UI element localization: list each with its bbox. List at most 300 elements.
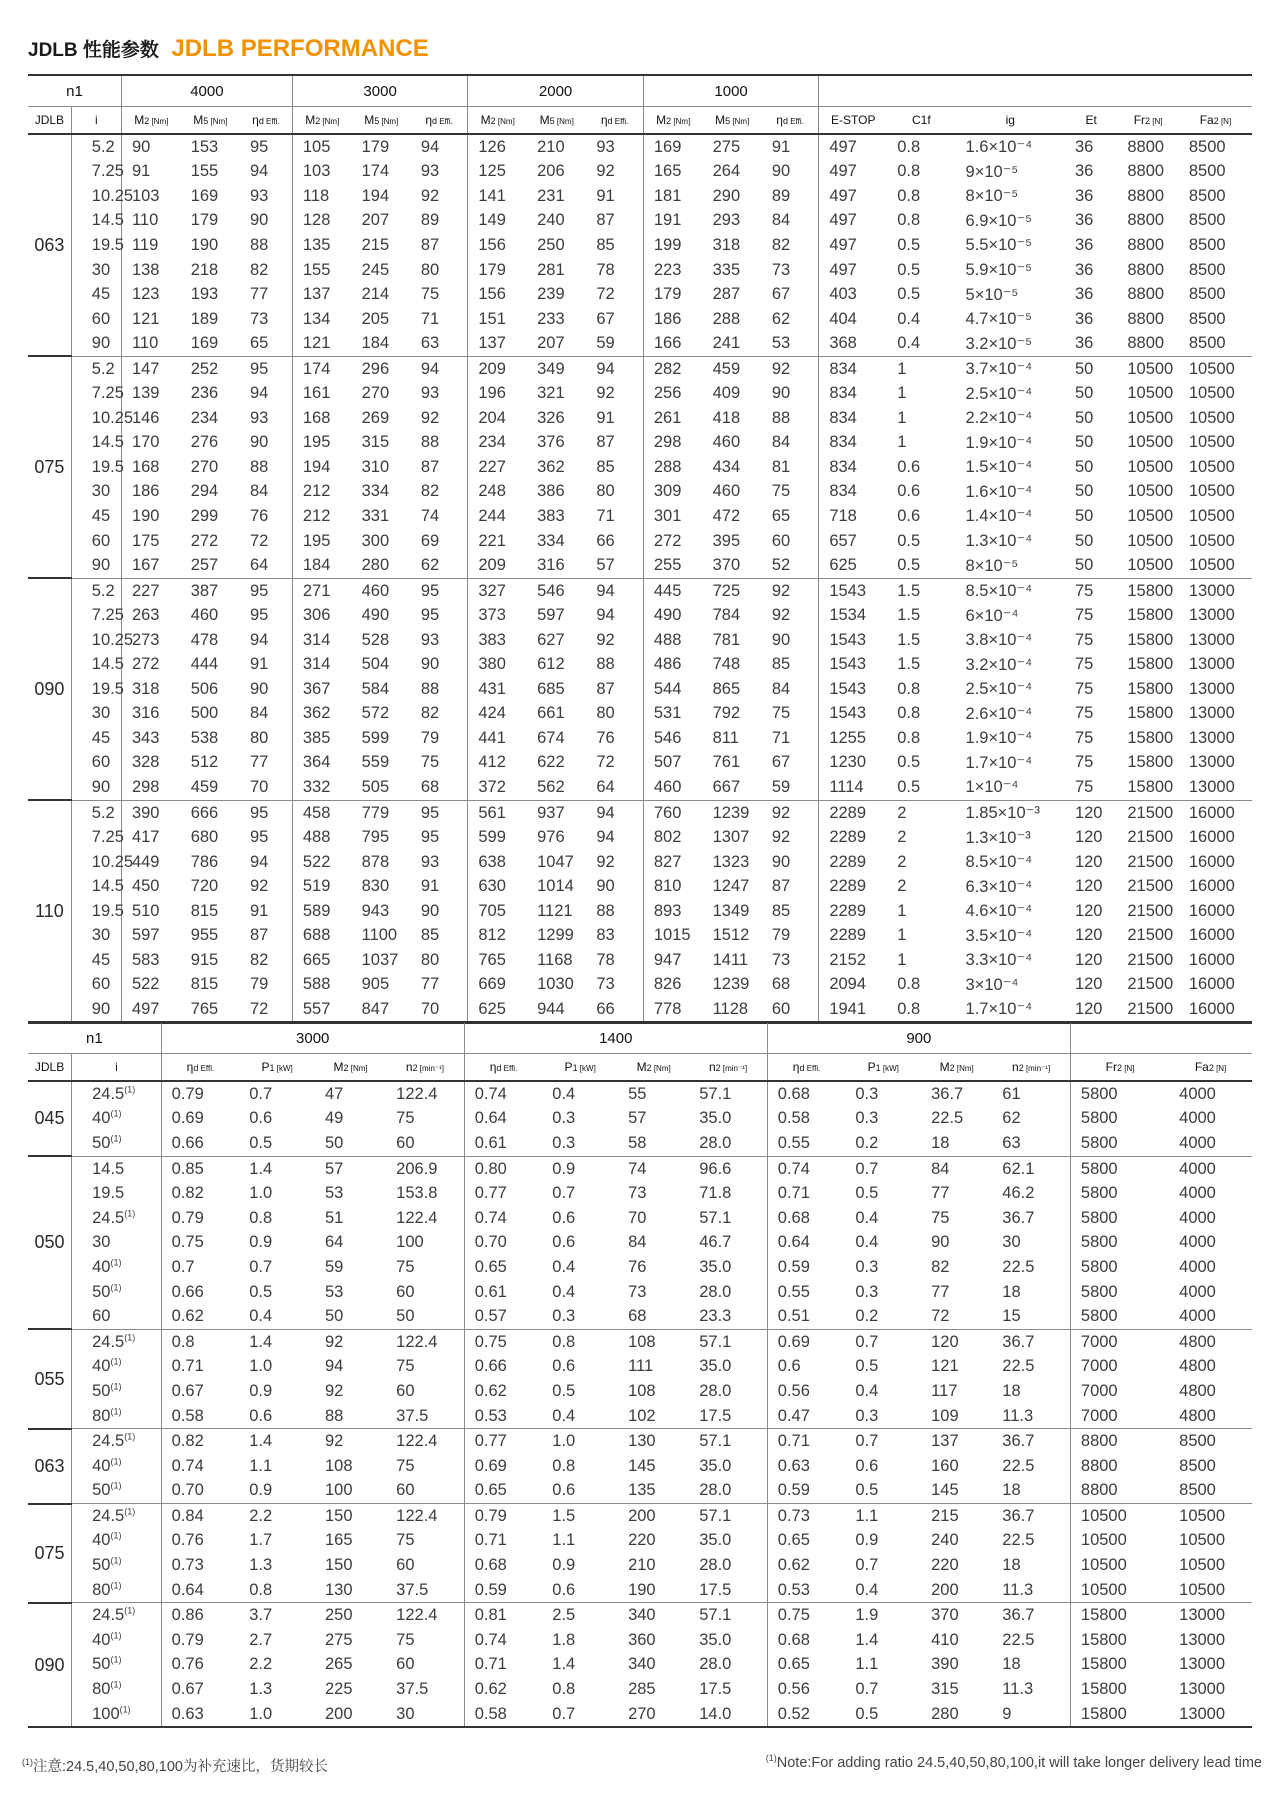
value-cell: 167	[131, 556, 160, 575]
value-cell: 0.68	[777, 1630, 810, 1649]
table-row	[28, 1404, 1252, 1429]
value-cell: 0.74	[767, 1156, 845, 1181]
value-cell: 0.70	[474, 1233, 507, 1252]
value-cell: 220	[931, 1556, 959, 1575]
table-row	[28, 1156, 1252, 1181]
value-cell: 1030	[537, 975, 574, 994]
value-cell: 0.71	[171, 1357, 204, 1376]
value-cell: 84	[762, 209, 819, 234]
ratio-value: 7.25	[91, 162, 124, 181]
value-cell: 334	[537, 531, 565, 550]
value-cell: 280	[921, 1702, 992, 1728]
value-cell: 28.0	[689, 1653, 767, 1678]
value-cell: 10500	[1188, 531, 1235, 550]
value-cell: 625	[829, 556, 857, 575]
value-cell: 584	[361, 679, 390, 698]
table1-speed-header: 2000	[468, 75, 643, 107]
value-cell: 0.59	[474, 1580, 507, 1599]
value-cell: 36.7	[921, 1081, 992, 1107]
value-cell: 21500	[1127, 828, 1174, 847]
value-cell: 64	[325, 1233, 344, 1252]
value-cell: 0.6	[552, 1233, 576, 1252]
value-cell: 434	[712, 457, 741, 476]
value-cell: 13000	[1169, 1702, 1252, 1728]
value-cell: 82	[240, 258, 292, 283]
value-cell: 221	[478, 531, 506, 550]
value-cell: 500	[190, 704, 219, 723]
value-cell: 196	[478, 384, 506, 403]
value-cell: 0.5	[855, 1481, 879, 1500]
value-cell: 80	[411, 258, 468, 283]
value-cell: 490	[653, 606, 682, 625]
ratio-value: 45	[91, 728, 111, 747]
value-cell: 4000	[1179, 1282, 1216, 1301]
value-cell: 865	[712, 679, 741, 698]
value-cell: 241	[712, 334, 741, 353]
value-cell: 10500	[1080, 1580, 1127, 1599]
value-cell: 248	[478, 482, 506, 501]
value-cell: 174	[361, 162, 390, 181]
column-header-symbol: η	[252, 113, 259, 127]
ratio-footnote-marker: (1)	[110, 1282, 122, 1293]
table2-n1-label: n1	[28, 1022, 161, 1054]
value-cell: 0.8	[887, 997, 955, 1023]
column-header-unit: [Nm]	[554, 117, 574, 126]
column-header-symbol: n	[405, 1060, 413, 1074]
value-cell: 55	[618, 1081, 689, 1107]
ratio-cell	[72, 1156, 162, 1181]
value-cell: 761	[712, 753, 741, 772]
value-cell: 546	[527, 578, 586, 603]
ratio-cell	[71, 431, 124, 456]
value-cell: 256	[653, 384, 682, 403]
value-cell: 0.6	[897, 457, 921, 476]
value-cell: 2.7	[249, 1630, 273, 1649]
value-cell: 13000	[1188, 704, 1235, 723]
value-cell: 1	[897, 926, 907, 945]
value-cell: 9	[992, 1702, 1070, 1728]
value-cell: 665	[302, 950, 331, 969]
value-cell: 123	[131, 285, 160, 304]
value-cell: 36	[1074, 334, 1094, 353]
value-cell: 36.7	[992, 1206, 1070, 1231]
value-cell: 21500	[1127, 926, 1174, 945]
value-cell: 261	[653, 408, 682, 427]
value-cell: 0.3	[855, 1406, 879, 1425]
value-cell: 1015	[653, 926, 691, 945]
value-cell: 2.5×10⁻⁴	[965, 384, 1033, 403]
ratio-value: 60	[91, 975, 111, 994]
ratio-cell	[71, 529, 121, 554]
value-cell: 294	[190, 482, 219, 501]
column-header-symbol: Fr	[1133, 113, 1146, 127]
column-header	[240, 107, 292, 135]
ratio-cell	[72, 1628, 162, 1653]
table-row	[28, 1280, 1252, 1305]
value-cell: 74	[411, 504, 468, 529]
value-cell: 779	[352, 800, 411, 825]
value-cell: 72	[240, 529, 292, 554]
column-header-subscript: d	[258, 116, 264, 126]
value-cell: 271	[292, 578, 351, 603]
value-cell: 458	[292, 800, 351, 825]
value-cell: 290	[712, 186, 741, 205]
ratio-cell	[71, 726, 121, 751]
value-cell: 0.71	[767, 1429, 845, 1454]
value-cell: 75	[386, 1255, 464, 1280]
column-header-symbol: ig	[1005, 113, 1015, 127]
value-cell: 0.73	[171, 1556, 204, 1575]
value-cell: 35.0	[689, 1355, 767, 1380]
value-cell: 748	[712, 655, 741, 674]
value-cell: 204	[478, 408, 506, 427]
value-cell: 1512	[712, 926, 750, 945]
ratio-footnote-marker: (1)	[110, 1580, 122, 1591]
value-cell: 22.5	[992, 1454, 1070, 1479]
value-cell: 92	[762, 603, 819, 628]
value-cell: 240	[931, 1531, 959, 1550]
value-cell: 165	[653, 162, 682, 181]
ratio-cell	[71, 677, 124, 702]
value-cell: 218	[190, 260, 219, 279]
value-cell: 0.53	[474, 1406, 507, 1425]
value-cell: 17.5	[689, 1404, 767, 1429]
value-cell: 88	[240, 233, 292, 258]
column-header-symbol: M	[134, 113, 145, 127]
value-cell: 53	[325, 1184, 344, 1203]
value-cell: 0.9	[249, 1481, 273, 1500]
value-cell: 0.63	[161, 1702, 239, 1728]
value-cell: 5.9×10⁻⁵	[965, 261, 1033, 279]
value-cell: 0.8	[552, 1680, 576, 1699]
ratio-footnote-marker: (1)	[110, 1133, 122, 1144]
column-header-subscript: 1	[875, 1063, 881, 1073]
value-cell: 227	[478, 457, 506, 476]
column-header-unit: [Nm]	[954, 1064, 974, 1073]
ratio-value: 50	[92, 1655, 111, 1674]
column-header-subscript: 2	[1116, 1063, 1122, 1073]
value-cell: 5800	[1070, 1081, 1169, 1107]
value-cell: 121	[931, 1357, 959, 1376]
column-header-unit: [kW]	[577, 1064, 596, 1073]
value-cell: 209	[478, 556, 506, 575]
value-cell: 0.56	[777, 1680, 810, 1699]
value-cell: 186	[131, 482, 160, 501]
value-cell: 0.7	[855, 1680, 879, 1699]
value-cell: 194	[302, 457, 331, 476]
value-cell: 1.4	[239, 1429, 315, 1454]
value-cell: 121	[302, 334, 331, 353]
column-header-unit: [kW]	[274, 1064, 293, 1073]
value-cell: 2289	[829, 901, 867, 920]
value-cell: 120	[1074, 926, 1103, 945]
footnote-marker: (1)	[765, 1753, 777, 1764]
value-cell: 120	[921, 1329, 992, 1354]
column-header	[542, 1054, 618, 1082]
value-cell: 395	[712, 531, 741, 550]
ratio-footnote-marker: (1)	[110, 1555, 122, 1566]
value-cell: 263	[131, 606, 160, 625]
ratio-value: 19.5	[91, 457, 124, 476]
value-cell: 72	[586, 282, 643, 307]
value-cell: 1299	[537, 926, 574, 945]
value-cell: 0.7	[845, 1429, 921, 1454]
value-cell: 35.0	[689, 1628, 767, 1653]
ratio-cell	[72, 1329, 162, 1354]
value-cell: 82	[762, 233, 819, 258]
value-cell: 0.77	[464, 1429, 542, 1454]
table-row	[28, 997, 1252, 1023]
value-cell: 4000	[1179, 1233, 1216, 1252]
performance-table-2	[28, 1021, 1252, 1728]
value-cell: 0.7	[239, 1081, 315, 1107]
value-cell: 120	[1074, 852, 1103, 871]
value-cell: 0.58	[171, 1406, 204, 1425]
value-cell: 150	[315, 1504, 386, 1529]
column-header	[1169, 1054, 1252, 1082]
value-cell: 1100	[361, 926, 398, 945]
value-cell: 52	[762, 553, 819, 578]
value-cell: 538	[190, 728, 219, 747]
value-cell: 7000	[1080, 1381, 1118, 1400]
value-cell: 390	[931, 1655, 959, 1674]
ratio-value: 14.5	[91, 655, 124, 674]
value-cell: 207	[361, 211, 390, 230]
ratio-value: 19.5	[92, 1184, 125, 1203]
value-cell: 1.9×10⁻⁴	[965, 433, 1033, 452]
value-cell: 0.8	[897, 975, 921, 994]
value-cell: 264	[712, 162, 741, 181]
table-row	[28, 800, 1252, 825]
value-cell: 275	[703, 134, 762, 160]
value-cell: 0.4	[855, 1233, 879, 1252]
value-cell: 190	[628, 1580, 656, 1599]
table-row	[28, 1653, 1252, 1678]
value-cell: 73	[628, 1184, 647, 1203]
value-cell: 10500	[1188, 556, 1235, 575]
ratio-cell	[71, 702, 121, 727]
value-cell: 2289	[829, 852, 867, 871]
column-header	[689, 1054, 767, 1082]
value-cell: 7000	[1080, 1406, 1118, 1425]
value-cell: 206.9	[386, 1156, 464, 1181]
value-cell: 8500	[1188, 334, 1226, 353]
table-row	[28, 677, 1252, 702]
table-row	[28, 233, 1252, 258]
value-cell: 199	[653, 235, 682, 254]
value-cell: 68	[628, 1307, 647, 1326]
ratio-value: 19.5	[91, 901, 124, 920]
value-cell: 417	[131, 828, 160, 847]
column-header-subscript: d	[193, 1063, 199, 1073]
value-cell: 834	[829, 384, 857, 403]
value-cell: 11.3	[992, 1677, 1070, 1702]
value-cell: 1047	[537, 852, 574, 871]
value-cell: 88	[586, 899, 643, 924]
table2-model-label: JDLB	[28, 1054, 72, 1082]
value-cell: 13000	[1188, 630, 1235, 649]
table1-column-header-row	[28, 107, 1252, 135]
ratio-cell	[71, 504, 121, 529]
value-cell: 88	[240, 455, 292, 480]
value-cell: 497	[829, 211, 857, 230]
value-cell: 92	[411, 406, 468, 431]
model-cell: 045	[28, 1081, 72, 1156]
value-cell: 488	[653, 630, 682, 649]
table-row	[28, 1454, 1252, 1479]
value-cell: 30	[386, 1702, 464, 1728]
value-cell: 0.2	[855, 1307, 879, 1326]
column-header-unit: [Nm]	[348, 1064, 368, 1073]
value-cell: 153.8	[386, 1181, 464, 1206]
value-cell: 460	[653, 777, 682, 796]
value-cell: 1543	[829, 655, 867, 674]
value-cell: 893	[653, 901, 682, 920]
value-cell: 13000	[1188, 655, 1235, 674]
value-cell: 212	[302, 506, 331, 525]
value-cell: 92	[586, 850, 643, 875]
value-cell: 252	[181, 356, 240, 381]
value-cell: 93	[240, 184, 292, 209]
value-cell: 0.75	[171, 1233, 204, 1252]
value-cell: 2289	[829, 877, 867, 896]
value-cell: 13000	[1179, 578, 1252, 603]
value-cell: 227	[121, 578, 180, 603]
value-cell: 270	[190, 457, 219, 476]
model-cell: 090	[28, 578, 71, 800]
value-cell: 410	[931, 1630, 959, 1649]
value-cell: 1.3×10⁻³	[965, 828, 1031, 847]
value-cell: 60	[386, 1653, 464, 1678]
value-cell: 60	[762, 529, 819, 554]
value-cell: 57	[315, 1156, 386, 1181]
value-cell: 71.8	[689, 1181, 767, 1206]
value-cell: 0.8	[161, 1329, 239, 1354]
value-cell: 0.62	[777, 1556, 810, 1575]
value-cell: 80	[586, 702, 643, 727]
value-cell: 16000	[1188, 926, 1235, 945]
value-cell: 110	[131, 211, 159, 230]
value-cell: 0.7	[542, 1702, 618, 1728]
value-cell: 8500	[1188, 285, 1226, 304]
value-cell: 109	[931, 1406, 959, 1425]
value-cell: 90	[762, 381, 819, 406]
value-cell: 22.5	[992, 1628, 1070, 1653]
value-cell: 92	[325, 1381, 344, 1400]
column-header-symbol: P	[867, 1060, 876, 1074]
value-cell: 0.79	[464, 1504, 542, 1529]
value-cell: 811	[712, 728, 739, 747]
value-cell: 1543	[819, 578, 887, 603]
column-header-symbol: M	[656, 113, 667, 127]
value-cell: 82	[931, 1257, 950, 1276]
value-cell: 0.66	[474, 1357, 507, 1376]
table1-speed-header: 3000	[292, 75, 467, 107]
value-cell: 326	[537, 408, 565, 427]
value-cell: 73	[240, 307, 292, 332]
value-cell: 10500	[1117, 356, 1179, 381]
value-cell: 0.58	[464, 1702, 542, 1728]
value-cell: 28.0	[689, 1131, 767, 1156]
value-cell: 195	[302, 433, 331, 452]
column-header-symbol: M	[333, 1060, 344, 1074]
value-cell: 103	[302, 162, 331, 181]
value-cell: 0.4	[249, 1307, 273, 1326]
value-cell: 46.7	[689, 1231, 767, 1256]
column-header-unit: [N]	[1150, 117, 1163, 126]
ratio-cell	[71, 973, 121, 998]
value-cell: 0.80	[464, 1156, 542, 1181]
value-cell: 1	[897, 384, 907, 403]
table-row	[28, 307, 1252, 332]
value-cell: 0.82	[161, 1429, 239, 1454]
table-row	[28, 603, 1252, 628]
value-cell: 288	[653, 457, 682, 476]
value-cell: 10500	[1179, 356, 1252, 381]
ratio-value: 14.5	[91, 877, 124, 896]
value-cell: 85	[411, 924, 468, 949]
value-cell: 76	[586, 726, 643, 751]
value-cell: 8500	[1188, 162, 1226, 181]
value-cell: 0.4	[542, 1081, 618, 1107]
value-cell: 273	[131, 630, 160, 649]
value-cell: 269	[361, 408, 390, 427]
value-cell: 77	[931, 1184, 950, 1203]
ratio-cell	[72, 1255, 162, 1280]
value-cell: 100	[325, 1481, 353, 1500]
table-row	[28, 1355, 1252, 1380]
value-cell: 8800	[1127, 162, 1165, 181]
value-cell: 404	[829, 309, 857, 328]
value-cell: 75	[1074, 606, 1094, 625]
value-cell: 94	[240, 850, 292, 875]
value-cell: 21500	[1127, 950, 1174, 969]
value-cell: 91	[131, 162, 151, 181]
value-cell: 13000	[1179, 1655, 1226, 1674]
column-header	[703, 107, 762, 135]
column-header-subscript: 1	[269, 1063, 275, 1073]
value-cell: 1.4	[855, 1630, 879, 1649]
value-cell: 4000	[1169, 1081, 1252, 1107]
value-cell: 0.74	[474, 1630, 507, 1649]
value-cell: 0.64	[474, 1109, 507, 1128]
column-header-unit: [Nm]	[651, 1064, 671, 1073]
value-cell: 0.76	[171, 1531, 204, 1550]
title-cn: JDLB 性能参数	[28, 40, 159, 61]
table1-body	[28, 134, 1252, 1023]
ratio-value: 50	[92, 1481, 111, 1500]
value-cell: 94	[240, 160, 292, 185]
model-cell: 090	[28, 1603, 72, 1727]
value-cell: 947	[653, 950, 682, 969]
value-cell: 2094	[829, 975, 867, 994]
value-cell: 335	[712, 260, 741, 279]
value-cell: 340	[618, 1603, 689, 1628]
value-cell: 120	[1065, 997, 1117, 1023]
value-cell: 23.3	[689, 1304, 767, 1329]
value-cell: 108	[618, 1329, 689, 1354]
ratio-value: 5.2	[91, 803, 115, 822]
column-header	[352, 107, 411, 135]
value-cell: 90	[586, 874, 643, 899]
ratio-footnote-marker: (1)	[110, 1406, 122, 1417]
value-cell: 0.4	[855, 1580, 879, 1599]
value-cell: 85	[762, 652, 819, 677]
value-cell: 240	[537, 211, 565, 230]
value-cell: 50	[1074, 506, 1094, 525]
value-cell: 22.5	[992, 1255, 1070, 1280]
value-cell: 174	[292, 356, 351, 381]
